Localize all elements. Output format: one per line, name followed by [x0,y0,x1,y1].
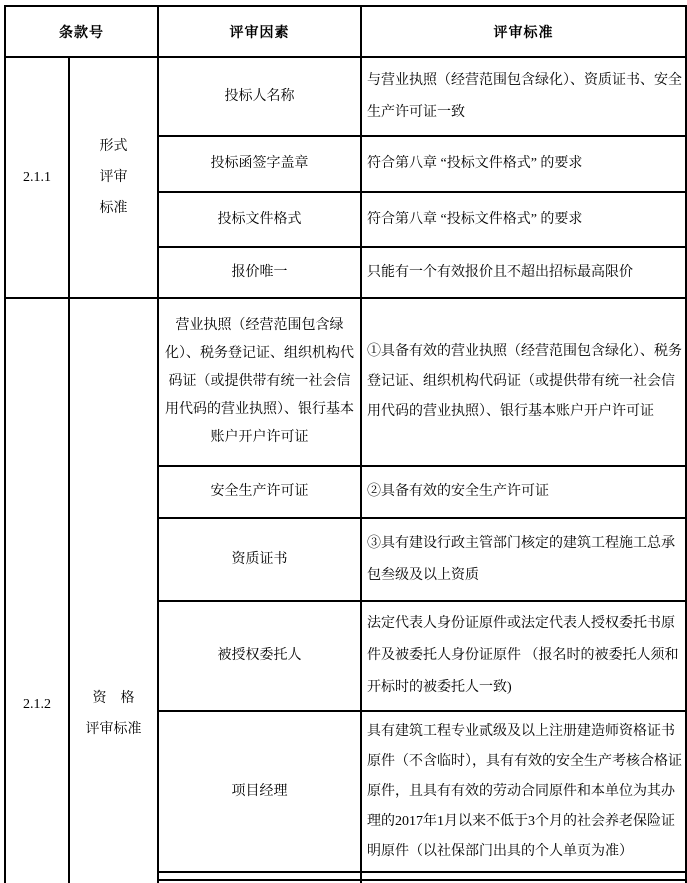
category-cell [69,298,158,883]
standard-cell: ②具备有效的安全生产许可证 [361,466,686,518]
header-review-factor: 评审因素 [158,6,361,57]
category-label-line: 评审标准 [85,722,142,737]
factor-cell: 被授权委托人 [158,601,361,711]
clause-number-cell [5,57,69,298]
table-row [5,298,686,466]
factor-cell: 资质证书 [158,518,361,601]
standard-cell: 只能有一个有效报价且不超出招标最高限价 [361,247,686,298]
factor-cell: 报价唯一 [158,247,361,298]
standard-cell: 法定代表人身份证原件或法定代表人授权委托书原件及被委托人身份证原件 （报名时的被委托人须和开标时的被委托人一致) [361,601,686,711]
factor-cell: 投标人名称 [158,57,361,136]
category-label-line: 形式 [99,139,128,154]
standard-cell [361,872,686,880]
standard-cell: ①具备有效的营业执照（经营范围包含绿化）、税务登记证、组织机构代码证（或提供带有统一社会信用代码的营业执照）、银行基本账户开户许可证 [361,298,686,466]
standard-cell: 符合第八章 “投标文件格式” 的要求 [361,192,686,247]
table-row [5,57,686,136]
factor-cell: 投标函签字盖章 [158,136,361,192]
factor-cell: 营业执照（经营范围包含绿化）、税务登记证、组织机构代码证（或提供带有统一社会信用代码的营业执照）、银行基本账户开户许可证 [158,298,361,466]
evaluation-criteria-table [4,5,687,883]
factor-cell: 项目经理 [158,711,361,872]
category-cell [69,57,158,298]
factor-cell [158,872,361,880]
clause-number-cell [5,298,69,883]
factor-cell: 投标文件格式 [158,192,361,247]
category-label-line: 资 格 [92,691,135,706]
clause-number: 2.1.2 [23,697,51,712]
clause-number: 2.1.1 [23,169,51,185]
category-label-line: 评审 [99,170,128,185]
standard-cell: 符合第八章 “投标文件格式” 的要求 [361,136,686,192]
header-review-standard: 评审标准 [361,6,686,57]
standard-cell: 与营业执照（经营范围包含绿化）、资质证书、安全生产许可证一致 [361,57,686,136]
table-header-row [5,6,686,57]
factor-cell: 安全生产许可证 [158,466,361,518]
header-clause-number: 条款号 [5,6,158,57]
standard-cell: ③具有建设行政主管部门核定的建筑工程施工总承包叁级及以上资质 [361,518,686,601]
standard-cell: 具有建筑工程专业贰级及以上注册建造师资格证书原件（不含临时），具有有效的安全生产考核合格证原件，且具有有效的劳动合同原件和本单位为其办理的2017年1月以来不低于3个月的社会养老保险证明原件（以社保部门出具的个人单页为准） [361,711,686,872]
category-label-line: 标准 [99,201,128,216]
